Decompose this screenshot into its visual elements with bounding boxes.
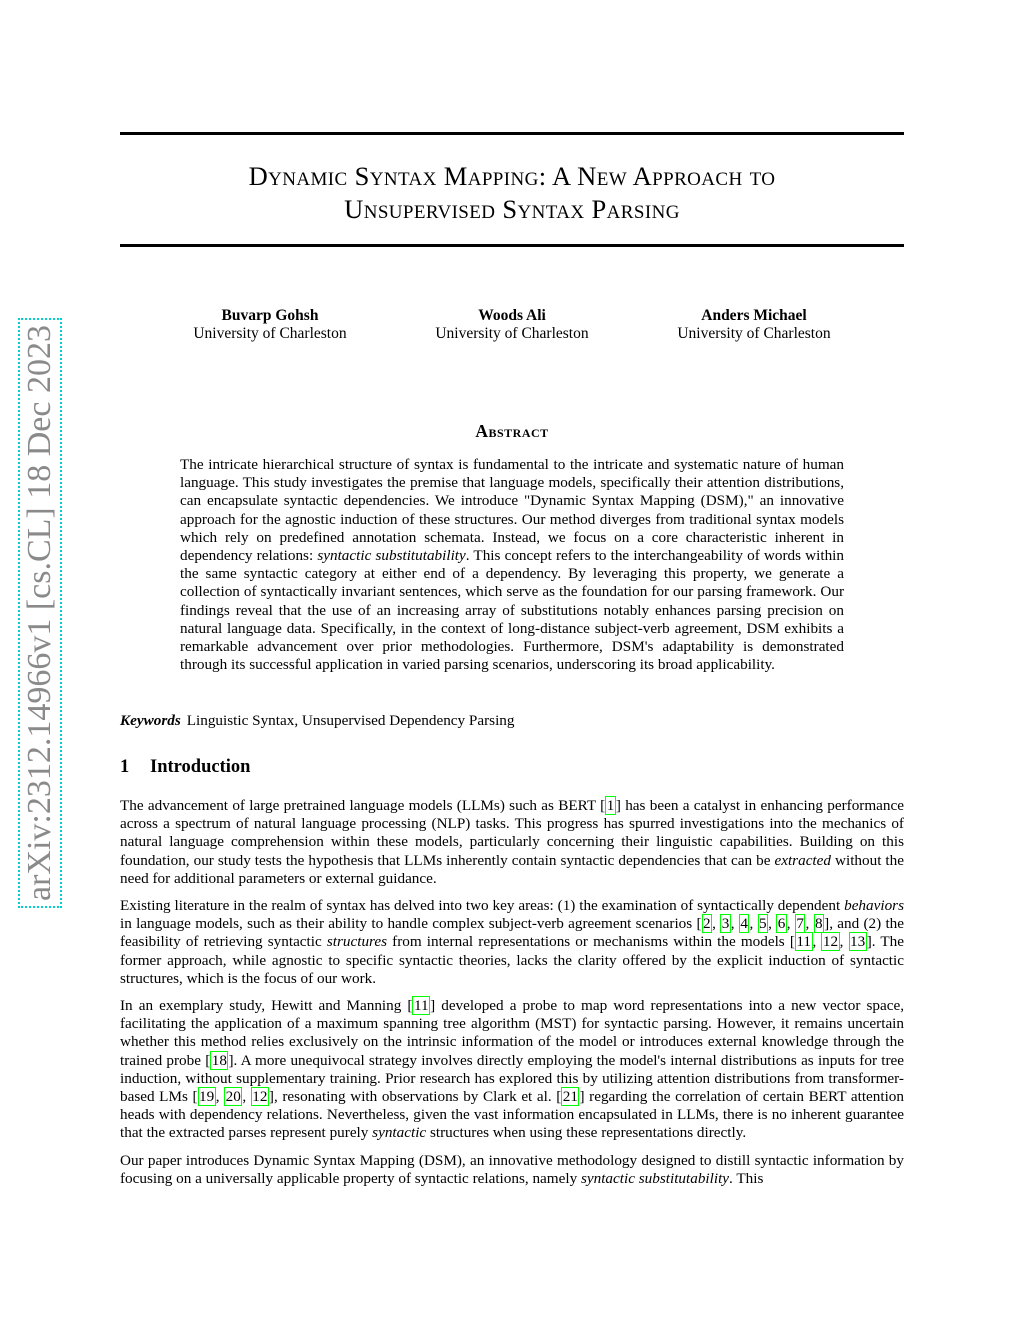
title-line-2: Unsupervised Syntax Parsing xyxy=(344,194,680,224)
abstract-part: . This concept refers to the interchangeability of words within the same syntactic category at either end of a dependency. By leveraging this property, we generate a collection of syntactically invariant sentences, which serve as the foundation for our parsing framework. Our findings reveal that the use of an increasing array of substitutions notably enhances parsing precision on natural language data. Specifically, in the context of long-distance subject-verb agreement, DSM exhibits a remarkable advancement over prior methodologies. Furthermore, DSM's adaptability is demonstrated through its successful application in varied parsing scenarios, underscoring its broad applicability. xyxy=(180,547,844,674)
author-affiliation: University of Charleston xyxy=(435,325,589,342)
citation-link[interactable]: 11 xyxy=(796,933,811,951)
keywords-line xyxy=(120,712,904,730)
author-block xyxy=(120,307,904,347)
abstract-text xyxy=(180,456,844,674)
section-heading xyxy=(120,756,904,778)
paragraph-3: In an exemplary study, Hewitt and Manning [11] developed a probe to map word representations into a new vector space, facilitating the application of a maximum spanning tree algorithm (MST) for syntactic parsing. However, it remains uncertain whether this method relies exclusively on the intrinsic information of the model or introduces external knowledge through the trained probe [18]. A more unequivocal strategy involves directly employing the model's internal distributions as inputs for tree induction, without supplementary training. Prior research has explored this by utilizing attention distributions from transformer-based LMs [19, 20, 12], resonating with observations by Clark et al. [21] regarding the correlation of certain BERT attention heads with dependency relations. Nevertheless, given the vast information encapsulated in LLMs, there is no inherent guarantee that the extracted parses represent purely syntactic structures when using these representations directly. xyxy=(120,997,904,1142)
citation-link[interactable]: 1 xyxy=(606,797,615,814)
abstract-emphasis: syntactic substitutability xyxy=(317,547,466,565)
section-body xyxy=(120,797,904,1197)
author-name: Anders Michael xyxy=(701,307,807,324)
title-line-1: Dynamic Syntax Mapping: A New Approach to xyxy=(248,161,776,191)
author-2 xyxy=(392,307,632,343)
arxiv-stamp[interactable]: arXiv:2312.14966v1 [cs.CL] 18 Dec 2023 xyxy=(18,318,62,908)
citation-link[interactable]: 12 xyxy=(822,933,839,951)
citation-link[interactable]: 11 xyxy=(413,997,429,1015)
citation-link[interactable]: 6 xyxy=(777,915,786,933)
paragraph-2: Existing literature in the realm of syntax has delved into two key areas: (1) the examination of syntactically dependent behaviors in language models, such as their ability to handle complex subject-verb agreement scenarios [2, 3, 4, 5, 6, 7, 8], and (2) the feasibility of retrieving syntactic structures from internal representations or mechanisms within the models [11, 12, 13]. The former approach, while agnostic to specific syntactic theories, lacks the clarity offered by the explicit induction of syntactic structures, which is the focus of our work. xyxy=(120,897,905,987)
paragraph-1: The advancement of large pretrained language models (LLMs) such as BERT [1] has been a catalyst in enhancing performance across a spectrum of natural language processing (NLP) tasks. This progress has spurred investigations into the mechanics of natural language comprehension within these models, particularly concerning their linguistic capabilities. Building on this foundation, our study tests the hypothesis that LLMs inherently contain syntactic dependencies that can be extracted without the need for additional parameters or external guidance. xyxy=(120,797,904,887)
section-title: Introduction xyxy=(150,757,251,777)
title-bottom-rule xyxy=(120,244,904,247)
keywords-label: Keywords xyxy=(120,712,181,729)
citation-link[interactable]: 7 xyxy=(796,915,804,933)
paragraph-4: Our paper introduces Dynamic Syntax Mapping (DSM), an innovative methodology designed to distill syntactic information by focusing on a universally applicable property of syntactic relations, namely syntactic substitutability. This xyxy=(120,1151,904,1187)
citation-link[interactable]: 13 xyxy=(850,933,866,951)
citation-link[interactable]: 21 xyxy=(562,1088,578,1106)
citation-link[interactable]: 2 xyxy=(703,915,711,933)
abstract-heading: Abstract xyxy=(475,421,549,441)
citation-link[interactable]: 20 xyxy=(225,1088,241,1106)
arxiv-stamp-container xyxy=(18,318,62,908)
title-top-rule xyxy=(120,132,904,135)
citation-link[interactable]: 3 xyxy=(721,915,730,933)
author-3 xyxy=(634,307,874,343)
author-name: Buvarp Gohsh xyxy=(221,307,319,324)
abstract-part: The intricate hierarchical structure of syntax is fundamental to the intricate and systematic nature of human language. This study investigates the premise that language models, specifically their attention distributions, can encapsulate syntactic dependencies. We introduce "Dynamic Syntax Mapping (DSM)," an innovative approach for the agnostic induction of these structures. Our method diverges from traditional syntax models which rely on predefined annotation schemata. Instead, we focus on a core characteristic inherent in dependency relations: xyxy=(180,456,844,565)
keywords-text: Linguistic Syntax, Unsupervised Dependency Parsing xyxy=(186,712,515,729)
paper-title xyxy=(120,160,904,226)
citation-link[interactable]: 12 xyxy=(252,1088,268,1106)
citation-link[interactable]: 8 xyxy=(815,915,823,933)
author-affiliation: University of Charleston xyxy=(677,325,831,342)
citation-link[interactable]: 5 xyxy=(759,915,767,933)
author-1 xyxy=(150,307,390,343)
citation-link[interactable]: 19 xyxy=(199,1088,215,1106)
citation-link[interactable]: 18 xyxy=(211,1051,227,1069)
author-affiliation: University of Charleston xyxy=(193,325,347,342)
citation-link[interactable]: 4 xyxy=(740,915,748,933)
section-number: 1 xyxy=(120,757,130,777)
author-name: Woods Ali xyxy=(478,307,546,324)
